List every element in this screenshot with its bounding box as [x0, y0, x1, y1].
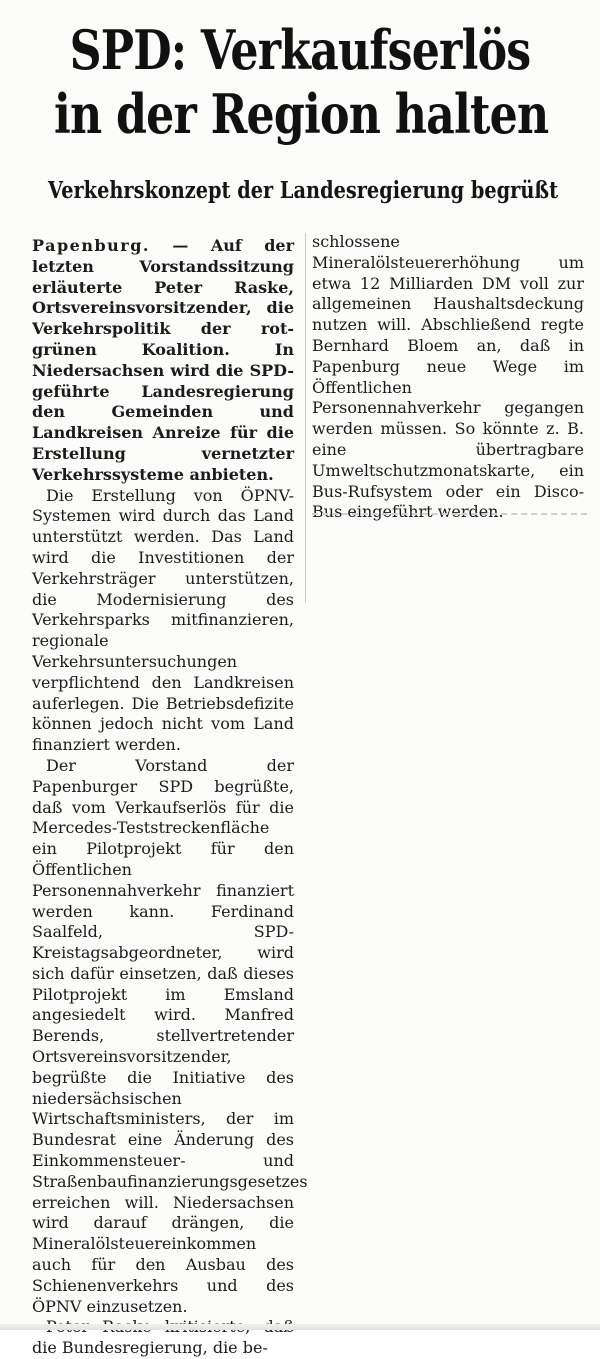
body-paragraph-3-continued: schlossene Mineralölsteuererhöhung um etwa 12 Milliarden DM voll zur allgemeinen Haushaltsdeckung nutzen will. Abschließend regte Bernhard Bloem an, daß in Papenburg neue Wege im Öffentlichen Personennahverkehr gegangen werden müssen. So könnte z. B. eine übertragbare Umweltschutzmonatskarte, ein Bus-Rufsystem oder ein Disco-Bus eingeführt werden. — [312, 232, 584, 522]
dateline: Papenburg. — [32, 236, 150, 255]
body-paragraph-2: Der Vorstand der Papenburger SPD begrüßte, daß vom Verkaufserlös für die Mercedes-Teststreckenfläche ein Pilotprojekt für den Öffentlichen Personennahverkehr finanziert werden kann. Ferdinand Saalfeld, SPD-Kreistagsabgeordneter, wird sich dafür einsetzen, daß dieses Pilotprojekt im Emsland angesiedelt wird. Manfred Berends, stellvertretender Ortsvereinsvorsitzender, begrüßte die Initiative des niedersächsischen Wirtschaftsministers, der im Bundesrat eine Änderung des Einkommensteuer- und Straßenbaufinanzierungsgesetzes erreichen will. Niedersachsen wird darauf drängen, die Mineralölsteuereinkommen auch für den Ausbau des Schienenverkehrs und des ÖPNV einzusetzen. — [32, 755, 308, 1316]
headline-line-1: SPD: Verkaufserlös — [69, 18, 531, 82]
subheadline: Verkehrskonzept der Landesregierung begrüßt — [48, 177, 559, 204]
headline — [54, 18, 549, 146]
lead-paragraph — [32, 236, 294, 486]
lead-text: — Auf der letzten Vorstandssitzung erläuterte Peter Raske, Ortsvereinsvorsitzender, die Verkehrspolitik der rot-grünen Koalition. In Niedersachsen wird die SPD-geführte Landesregierung den Gemeinden und Landkreisen Anreize für die Erstellung vernetzter Verkehrssysteme anbieten. — [32, 236, 294, 484]
left-column — [32, 236, 308, 1359]
body-paragraph-1: Die Erstellung von ÖPNV-Systemen wird durch das Land unterstützt werden. Das Land wird die Investitionen der Verkehrsträger unterstützen, die Modernisierung des Verkehrsparks mitfinanzieren, regionale Verkehrsuntersuchungen verpflichtend den Landkreisen auferlegen. Die Betriebsdefizite können jedoch nicht vom Land finanziert werden. — [32, 485, 294, 755]
body-paragraph-3-start: die Bundesregierung, die be- — [32, 1338, 268, 1358]
right-column — [312, 232, 584, 523]
column-divider — [305, 233, 306, 603]
article-end-rule — [312, 505, 587, 515]
headline-line-2: in der Region halten — [54, 82, 549, 146]
scan-edge — [0, 1324, 600, 1330]
